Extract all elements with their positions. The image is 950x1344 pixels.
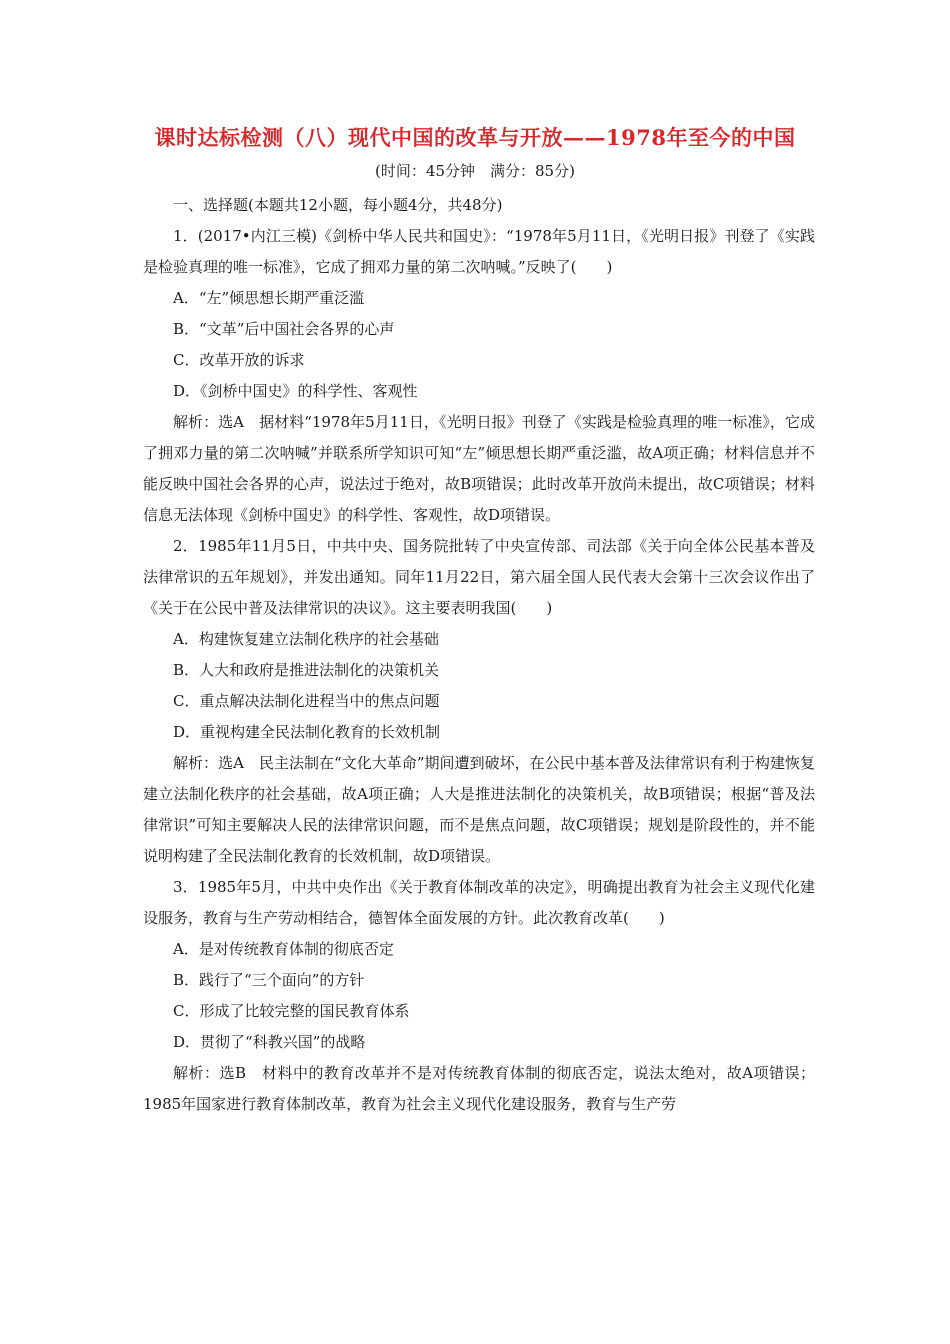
option-c: C．改革开放的诉求 [173,351,305,369]
answer-analysis: 解析：选A 据材料“1978年5月11日，《光明日报》刊登了《实践是检验真理的唯一标准》，它成了拥邓力量的第二次呐喊”并联系所学知识可知“左”倾思想长期严重泛滥，故A项正确；材料信息并不能反映中国社会各界的心声，说法过于绝对，故B项错误；此时改革开放尚未提出，故C项错误；材料信息无法体现《剑桥中国史》的科学性、客观性，故D项错误。 [143,413,815,524]
document-body [143,190,815,1120]
section-heading: 一、选择题(本题共12小题，每小题4分，共48分) [173,196,503,214]
option-c: C．重点解决法制化进程当中的焦点问题 [173,692,440,710]
question-stem: 3．1985年5月，中共中央作出《关于教育体制改革的决定》，明确提出教育为社会主义现代化建设服务，教育与生产劳动相结合，德智体全面发展的方针。此次教育改革( ) [143,878,815,927]
exam-info: (时间：45分钟 满分：85分) [375,162,575,180]
option-d: D．重视构建全民法制化教育的长效机制 [173,723,441,741]
option-b: B．人大和政府是推进法制化的决策机关 [173,661,440,679]
option-b: B．“文革”后中国社会各界的心声 [173,320,395,338]
answer-analysis: 解析：选B 材料中的教育改革并不是对传统教育体制的彻底否定，说法太绝对，故A项错误；1985年国家进行教育体制改革，教育为社会主义现代化建设服务，教育与生产劳 [143,1064,815,1113]
option-a: A．构建恢复建立法制化秩序的社会基础 [173,630,439,648]
question-2 [143,531,815,872]
question-1 [143,221,815,531]
question-stem: 2．1985年11月5日，中共中央、国务院批转了中央宣传部、司法部《关于向全体公民基本普及法律常识的五年规划》，并发出通知。同年11月22日，第六届全国人民代表大会第十三次会议作出了《关于在公民中普及法律常识的决议》。这主要表明我国( ) [143,537,815,617]
option-a: A．是对传统教育体制的彻底否定 [173,940,394,958]
option-a: A．“左”倾思想长期严重泛滥 [173,289,365,307]
option-d: D．《剑桥中国史》的科学性、客观性 [173,382,418,400]
question-3 [143,872,815,1120]
page-title: 课时达标检测（八）现代中国的改革与开放——1978年至今的中国 [154,125,796,150]
option-c: C．形成了比较完整的国民教育体系 [173,1002,410,1020]
question-stem: 1．(2017•内江三模)《剑桥中华人民共和国史》：“1978年5月11日，《光明日报》刊登了《实践是检验真理的唯一标准》，它成了拥邓力量的第二次呐喊。”反映了( ) [143,227,815,276]
answer-analysis: 解析：选A 民主法制在“文化大革命”期间遭到破坏，在公民中基本普及法律常识有利于构建恢复建立法制化秩序的社会基础，故A项正确；人大是推进法制化的决策机关，故B项错误；根据“普及法律常识”可知主要解决人民的法律常识问题，而不是焦点问题，故C项错误；规划是阶段性的，并不能说明构建了全民法制化教育的长效机制，故D项错误。 [143,754,815,865]
option-d: D．贯彻了“科教兴国”的战略 [173,1033,366,1051]
option-b: B．践行了“三个面向”的方针 [173,971,365,989]
